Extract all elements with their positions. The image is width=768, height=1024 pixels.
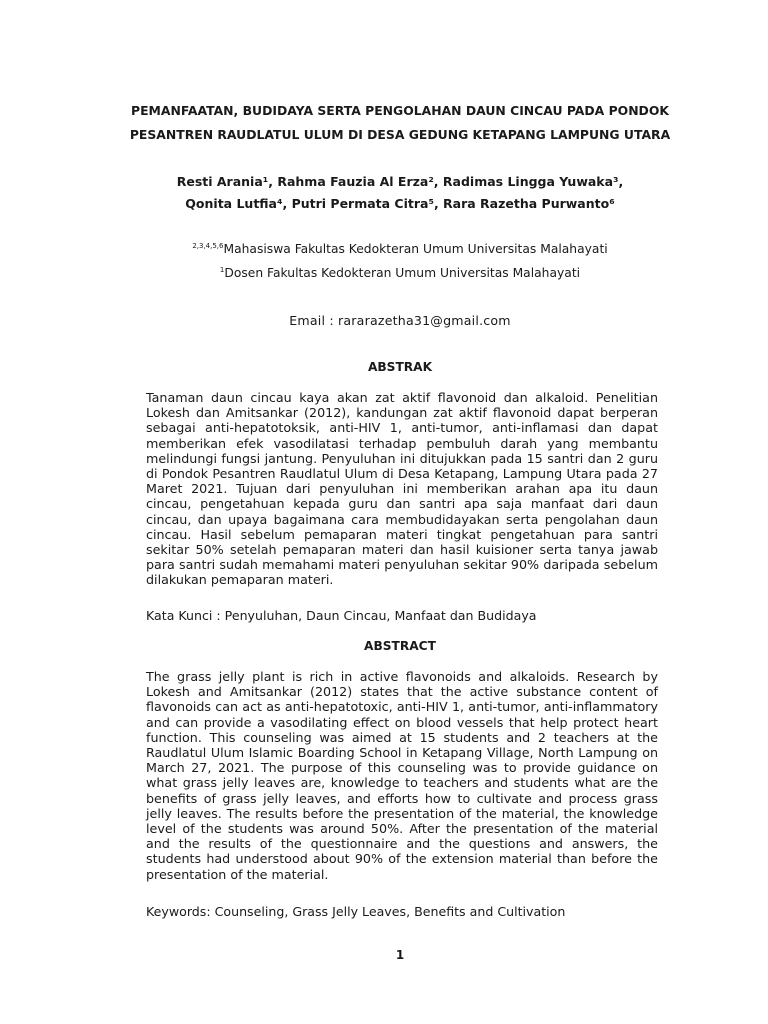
affiliation-lecturer-marker: 1	[219, 266, 225, 274]
contact-email: Email : rararazetha31@gmail.com	[289, 313, 511, 328]
author-list-line-2: Qonita Lutfia⁴, Putri Permata Citra⁵, Rara Razetha Purwanto⁶	[185, 196, 615, 211]
affiliation-lecturer	[100, 266, 700, 280]
affiliation-students	[100, 242, 700, 256]
abstrak-heading: ABSTRAK	[367, 360, 433, 374]
abstrak-body: Tanaman daun cincau kaya akan zat aktif flavonoid dan alkaloid. Penelitian Lokesh dan Amitsankar (2012), kandungan zat aktif flavonoid dapat berperan sebagai anti-hepatotoksik, anti-HIV 1, anti-tumor, anti-inflamasi dan dapat memberikan efek vasodilatasi terhadap pembuluh darah yang membantu melindungi fungsi jantung. Penyuluhan ini ditujukkan pada 15 santri dan 2 guru di Pondok Pesantren Raudlatul Ulum di Desa Ketapang, Lampung Utara pada 27 Maret 2021. Tujuan dari penyuluhan ini memberikan arahan apa itu daun cincau, pengetahuan kepada guru dan santri apa saja manfaat dari daun cincau, dan upaya bagaimana cara membudidayakan serta pengolahan daun cincau. Hasil sebelum pemaparan materi tingkat pengetahuan para santri sekitar 50% setelah pemaparan materi dan hasil kuisioner serta tanya jawab para santri sudah memahami materi penyuluhan sekitar 90% daripada sebelum dilakukan pemaparan materi.	[146, 390, 658, 588]
page-number: 1	[395, 948, 405, 962]
affiliation-students-marker: 2,3,4,5,6	[192, 242, 224, 250]
abstract-body: The grass jelly plant is rich in active flavonoids and alkaloids. Research by Lokesh and Amitsankar (2012) states that the active substance content of flavonoids can act as anti-hepatotoxic, anti-HIV 1, anti-tumor, anti-inflammatory and can provide a vasodilating effect on blood vessels that help protect heart function. This counseling was aimed at 15 students and 2 teachers at the Raudlatul Ulum Islamic Boarding School in Ketapang Village, North Lampung on March 27, 2021. The purpose of this counseling was to provide guidance on what grass jelly leaves are, knowledge to teachers and students what are the benefits of grass jelly leaves, and efforts how to cultivate and process grass jelly leaves. The results before the presentation of the material, the knowledge level of the students was around 50%. After the presentation of the material and the results of the questionnaire and the questions and answers, the students had understood about 90% of the extension material than before the presentation of the material.	[146, 669, 658, 882]
affiliation-students-text: Mahasiswa Fakultas Kedokteran Umum Universitas Malahayati	[223, 242, 608, 256]
affiliation-lecturer-text: Dosen Fakultas Kedokteran Umum Universitas Malahayati	[224, 266, 581, 280]
kata-kunci: Kata Kunci : Penyuluhan, Daun Cincau, Manfaat dan Budidaya	[146, 608, 537, 623]
paper-title-line-2: PESANTREN RAUDLATUL ULUM DI DESA GEDUNG KETAPANG LAMPUNG UTARA	[129, 127, 671, 142]
paper-title-line-1: PEMANFAATAN, BUDIDAYA SERTA PENGOLAHAN DAUN CINCAU PADA PONDOK	[131, 103, 669, 118]
keywords: Keywords: Counseling, Grass Jelly Leaves, Benefits and Cultivation	[146, 904, 566, 919]
abstract-heading: ABSTRACT	[364, 639, 436, 653]
author-list-line-1: Resti Arania¹, Rahma Fauzia Al Erza², Radimas Lingga Yuwaka³,	[176, 174, 624, 189]
